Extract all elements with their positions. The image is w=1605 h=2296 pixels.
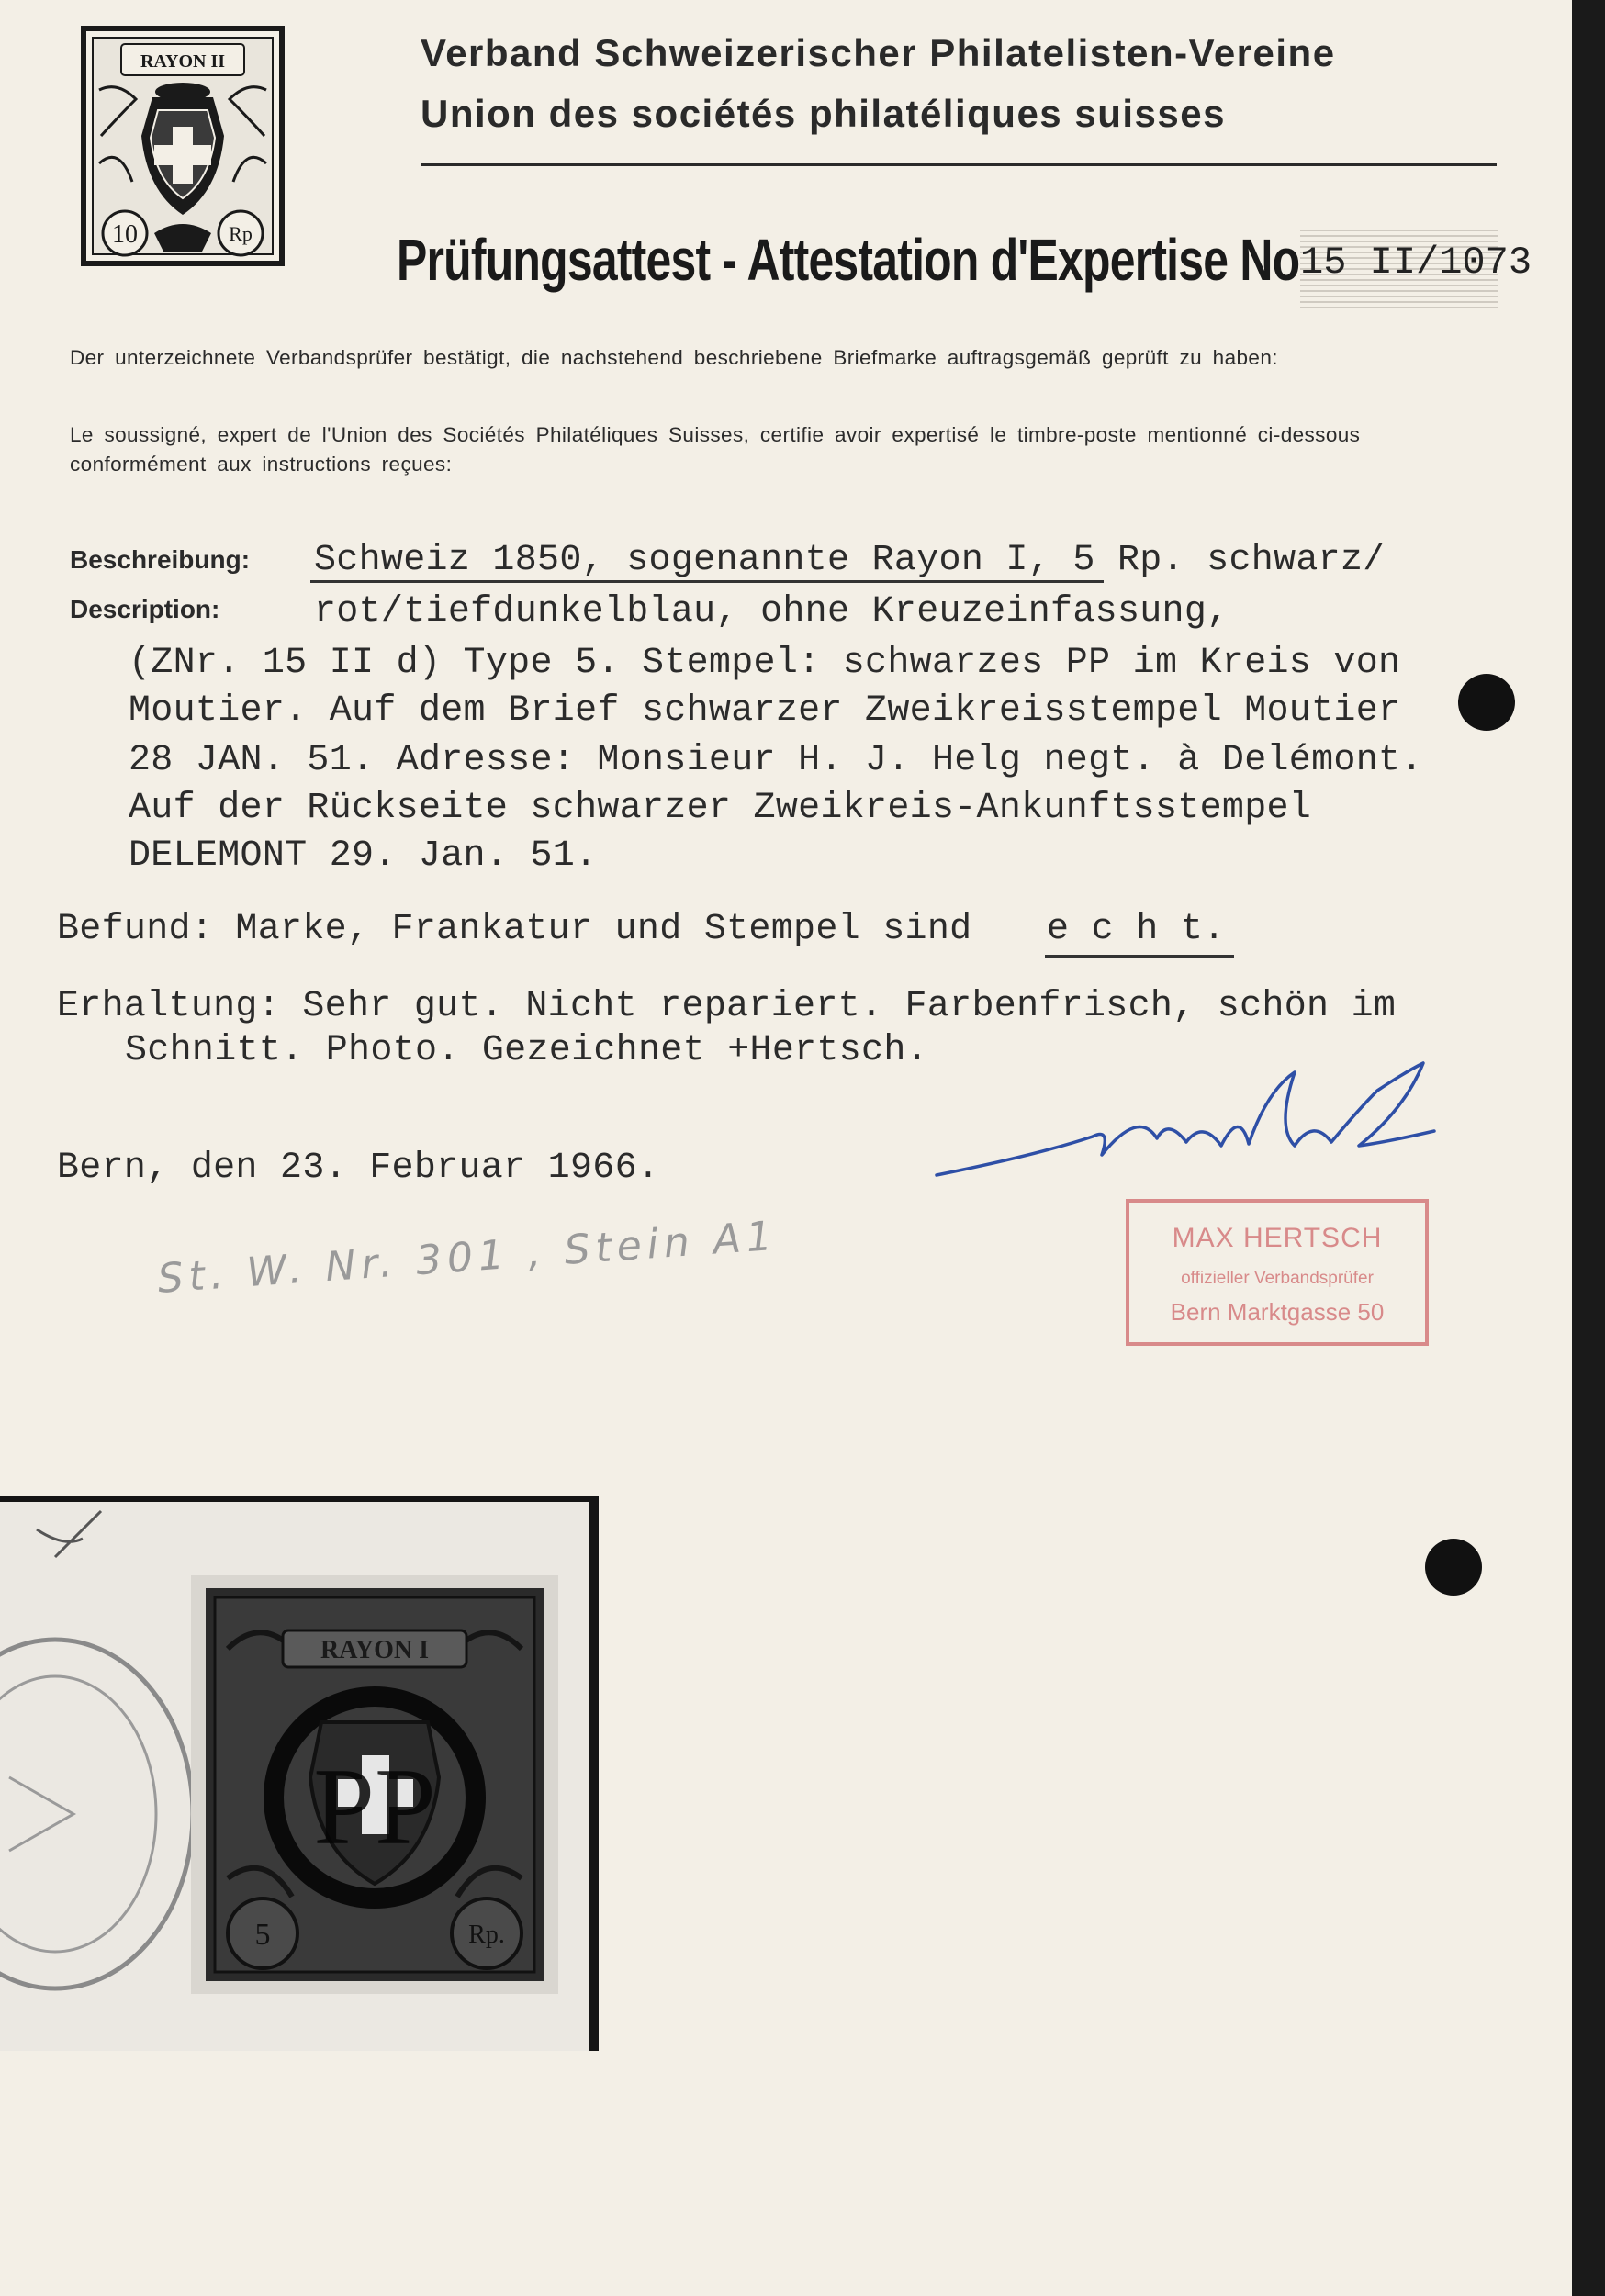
description-line-1: Schweiz 1850, sogenannte Rayon I, 5 Rp. schwarz/ [314,540,1386,581]
rayon-i-stamp [191,1575,558,1994]
examiner-signature [927,1054,1442,1192]
description-label-french: Description: [70,595,220,623]
finding-underline [1045,955,1234,958]
condition-line-2: Schnitt. Photo. Gezeichnet +Hertsch. [125,1030,928,1071]
description-line-2: rot/tiefdunkelblau, ohne Kreuzeinfassung, [314,591,1229,633]
punch-hole-bottom [1425,1539,1482,1596]
description-label-german: Beschreibung: [70,545,251,574]
photo-stamp-cancel: PP [313,1745,436,1867]
intro-german: Der unterzeichnete Verbandsprüfer bestätigt, die nachstehend beschriebene Briefmarke auftragsgemäß geprüft zu haben: [70,346,1278,369]
org-name-french: Union des sociétés philatéliques suisses [421,92,1226,135]
examiner-stamp [1126,1199,1429,1346]
intro-french: Le soussigné, expert de l'Union des Sociétés Philatéliques Suisses, certifie avoir expertisé le timbre-poste mentionné ci-dessous conformément aux instructions reçues: [70,423,1361,476]
org-name-german: Verband Schweizerischer Philatelisten-Vereine [421,31,1336,74]
rayon-ii-emblem [81,26,285,266]
photo-stamp-value: 5 [254,1918,271,1952]
emblem-top-text: RAYON II [140,51,226,72]
certificate-number: 15 II/1073 [1300,241,1532,285]
emblem-unit-text: Rp [229,222,253,245]
description-line-6: Auf der Rückseite schwarzer Zweikreis-Ankunftsstempel [129,788,1312,829]
description-line-5: 28 JAN. 51. Adresse: Monsieur H. J. Helg negt. à Delémont. [129,740,1423,781]
description-line-4: Moutier. Auf dem Brief schwarzer Zweikreisstempel Moutier [129,690,1401,732]
description-line-3: (ZNr. 15 II d) Type 5. Stempel: schwarzes PP im Kreis von [129,643,1401,684]
finding-result: e c h t. [1047,909,1226,950]
pencil-note: St. W. Nr. 301 , Stein A1 [156,1212,780,1303]
certificate-title: Prüfungsattest - Attestation d'Expertise No [397,227,1300,293]
date-line: Bern, den 23. Februar 1966. [57,1148,660,1189]
emblem-value-text: 10 [112,220,138,249]
description-line-7: DELEMONT 29. Jan. 51. [129,835,598,877]
condition-line-1: Erhaltung: Sehr gut. Nicht repariert. Farbenfrisch, schön im [57,986,1397,1027]
punch-hole-top [1458,674,1515,731]
header-rule [421,163,1497,166]
photo-stamp-unit: Rp. [468,1921,505,1949]
examiner-stamp-name: MAX HERTSCH [1172,1223,1383,1253]
examiner-stamp-role: offizieller Verbandsprüfer [1181,1269,1374,1288]
photo-stamp-top-text: RAYON I [320,1636,429,1664]
finding-text: Befund: Marke, Frankatur und Stempel sind [57,909,972,950]
examiner-stamp-address: Bern Marktgasse 50 [1170,1298,1385,1326]
